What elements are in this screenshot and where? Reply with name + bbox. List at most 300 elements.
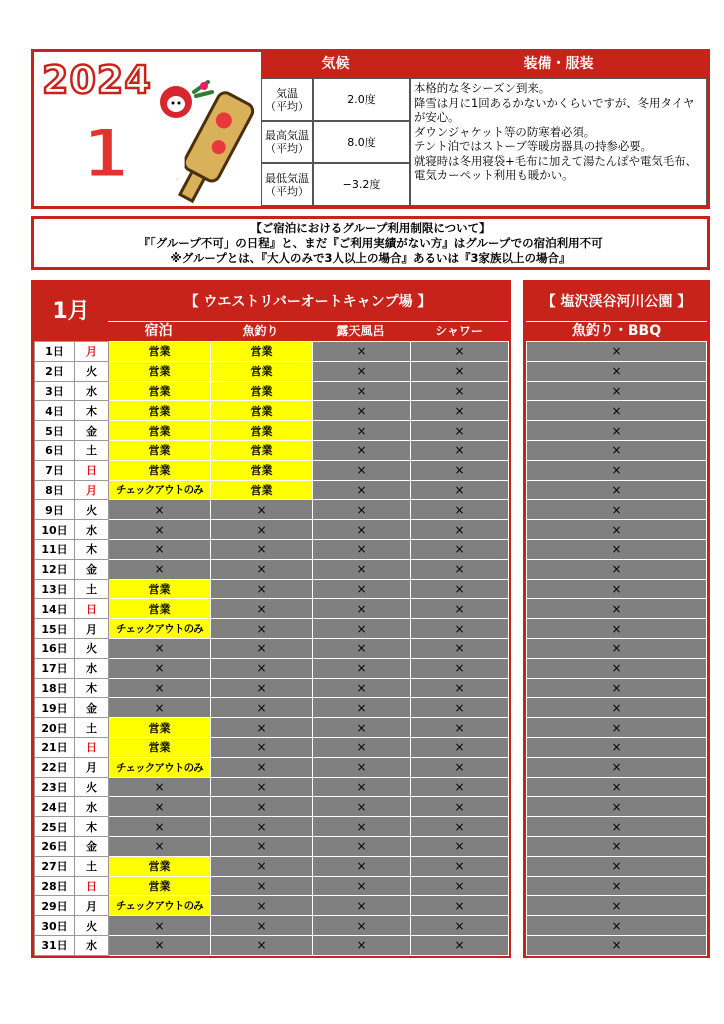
open-bath-cell: ×	[313, 599, 411, 619]
table-row	[35, 440, 509, 460]
table-row	[35, 361, 509, 381]
open-bath-cell: ×	[313, 896, 411, 916]
stay-cell: ×	[109, 698, 211, 718]
fishing-cell: ×	[211, 678, 313, 698]
weekday-cell: 土	[75, 718, 109, 738]
date-cell: 9日	[35, 500, 75, 520]
open-bath-cell: ×	[313, 638, 411, 658]
shower-cell: ×	[411, 520, 509, 540]
park-cell: ×	[527, 619, 707, 639]
park-cell: ×	[527, 777, 707, 797]
table-row	[527, 836, 707, 856]
open-bath-cell: ×	[313, 658, 411, 678]
fishing-cell: ×	[211, 520, 313, 540]
table-row	[35, 599, 509, 619]
date-cell: 6日	[35, 440, 75, 460]
park-cell: ×	[527, 718, 707, 738]
table-row	[527, 718, 707, 738]
table-row	[35, 401, 509, 421]
date-cell: 21日	[35, 737, 75, 757]
notice-line-3: ※グループとは、『大人のみで3人以上の場合』あるいは『3家族以上の場合』	[170, 251, 571, 265]
stay-cell: 営業	[109, 361, 211, 381]
shower-cell: ×	[411, 599, 509, 619]
date-cell: 27日	[35, 856, 75, 876]
open-bath-cell: ×	[313, 421, 411, 441]
shower-cell: ×	[411, 856, 509, 876]
table-row	[527, 876, 707, 896]
stay-cell: チェックアウトのみ	[109, 896, 211, 916]
park-cell: ×	[527, 401, 707, 421]
fishing-cell: 営業	[211, 401, 313, 421]
table-row	[35, 757, 509, 777]
climate-header: 気候	[261, 52, 410, 78]
table-row	[527, 381, 707, 401]
stay-cell: 営業	[109, 401, 211, 421]
date-cell: 12日	[35, 559, 75, 579]
date-cell: 26日	[35, 836, 75, 856]
notice-title: 【ご宿泊におけるグループ利用制限について】	[250, 221, 491, 235]
date-cell: 29日	[35, 896, 75, 916]
fishing-cell: ×	[211, 559, 313, 579]
stay-cell: ×	[109, 520, 211, 540]
min-temp-label: 最低気温 （平均）	[261, 163, 313, 206]
weekday-cell: 木	[75, 401, 109, 421]
table-row	[35, 737, 509, 757]
open-bath-cell: ×	[313, 916, 411, 936]
table-row	[35, 381, 509, 401]
shower-cell: ×	[411, 559, 509, 579]
table-row	[35, 619, 509, 639]
park-cell: ×	[527, 520, 707, 540]
table-row	[527, 440, 707, 460]
stay-cell: 営業	[109, 421, 211, 441]
stay-cell: 営業	[109, 599, 211, 619]
open-bath-cell: ×	[313, 718, 411, 738]
open-bath-cell: ×	[313, 817, 411, 837]
table-row	[527, 916, 707, 936]
open-bath-cell: ×	[313, 500, 411, 520]
open-bath-cell: ×	[313, 698, 411, 718]
fishing-cell: ×	[211, 539, 313, 559]
camp-schedule-frame	[31, 280, 511, 958]
weekday-cell: 土	[75, 579, 109, 599]
stay-cell: ×	[109, 559, 211, 579]
weather-rows	[261, 78, 410, 206]
table-row	[527, 935, 707, 955]
stay-cell: 営業	[109, 856, 211, 876]
col-park-fishing-bbq: 魚釣り・BBQ	[571, 323, 662, 339]
fishing-cell: 営業	[211, 361, 313, 381]
open-bath-cell: ×	[313, 737, 411, 757]
table-row	[35, 658, 509, 678]
schedule-month-label: 1月	[34, 283, 108, 341]
table-row	[35, 718, 509, 738]
shower-cell: ×	[411, 935, 509, 955]
park-cell: ×	[527, 599, 707, 619]
weekday-cell: 日	[75, 599, 109, 619]
date-cell: 16日	[35, 638, 75, 658]
fishing-cell: ×	[211, 658, 313, 678]
fishing-cell: ×	[211, 638, 313, 658]
open-bath-cell: ×	[313, 836, 411, 856]
table-row	[527, 480, 707, 500]
table-row	[35, 559, 509, 579]
table-row	[35, 817, 509, 837]
shower-cell: ×	[411, 401, 509, 421]
shower-cell: ×	[411, 460, 509, 480]
shower-cell: ×	[411, 500, 509, 520]
weekday-cell: 金	[75, 559, 109, 579]
table-row	[35, 460, 509, 480]
table-row	[527, 460, 707, 480]
open-bath-cell: ×	[313, 381, 411, 401]
fishing-cell: 営業	[211, 460, 313, 480]
shower-cell: ×	[411, 539, 509, 559]
date-cell: 20日	[35, 718, 75, 738]
min-temp-value: −3.2度	[313, 163, 410, 206]
weekday-cell: 水	[75, 381, 109, 401]
weekday-cell: 水	[75, 935, 109, 955]
park-cell: ×	[527, 678, 707, 698]
fishing-cell: ×	[211, 599, 313, 619]
park-cell: ×	[527, 638, 707, 658]
fishing-cell: ×	[211, 579, 313, 599]
year-label: 2024	[42, 58, 152, 102]
max-temp-value: 8.0度	[313, 121, 410, 163]
park-cell: ×	[527, 856, 707, 876]
park-cell: ×	[527, 421, 707, 441]
date-cell: 31日	[35, 935, 75, 955]
table-row	[35, 797, 509, 817]
open-bath-cell: ×	[313, 619, 411, 639]
stay-cell: ×	[109, 817, 211, 837]
table-row	[527, 638, 707, 658]
date-cell: 7日	[35, 460, 75, 480]
shower-cell: ×	[411, 797, 509, 817]
date-cell: 2日	[35, 361, 75, 381]
table-row	[527, 421, 707, 441]
table-row	[527, 500, 707, 520]
stay-cell: ×	[109, 658, 211, 678]
park-title: 【 塩沢渓谷河川公園 】	[526, 283, 707, 321]
equipment-text: 本格的な冬シーズン到来。 降雪は月に1回あるかないかくらいですが、冬用タイヤが安心。 ダウンジャケット等の防寒着必須。 テント泊ではストーブ等暖房器具の持参必要。 就寝時は冬用寝袋+毛布に加えて湯たんぽや電気毛布、電気カーペット利用も暖かい。	[410, 78, 707, 206]
park-table	[526, 341, 707, 956]
open-bath-cell: ×	[313, 440, 411, 460]
fishing-cell: ×	[211, 619, 313, 639]
fishing-cell: 営業	[211, 381, 313, 401]
park-cell: ×	[527, 460, 707, 480]
weekday-cell: 木	[75, 539, 109, 559]
notice-line-2: 『「グループ不可」の日程』と、まだ『ご利用実績がない方』はグループでの宿泊利用不可	[138, 236, 603, 250]
col-open-bath: 露天風呂	[336, 324, 385, 338]
table-row	[35, 678, 509, 698]
table-row	[527, 678, 707, 698]
table-row	[527, 817, 707, 837]
fishing-cell: ×	[211, 500, 313, 520]
table-row	[35, 539, 509, 559]
table-row	[527, 579, 707, 599]
date-cell: 14日	[35, 599, 75, 619]
open-bath-cell: ×	[313, 361, 411, 381]
park-cell: ×	[527, 817, 707, 837]
shower-cell: ×	[411, 836, 509, 856]
fishing-cell: 営業	[211, 440, 313, 460]
stay-cell: ×	[109, 797, 211, 817]
camp-title: 【 ウエストリバーオートキャンプ場 】	[108, 283, 508, 321]
avg-temp-label: 気温 （平均）	[261, 78, 313, 121]
shower-cell: ×	[411, 698, 509, 718]
stay-cell: 営業	[109, 460, 211, 480]
table-row	[35, 638, 509, 658]
open-bath-cell: ×	[313, 797, 411, 817]
stay-cell: ×	[109, 836, 211, 856]
shower-cell: ×	[411, 737, 509, 757]
open-bath-cell: ×	[313, 856, 411, 876]
stay-cell: チェックアウトのみ	[109, 619, 211, 639]
table-row	[527, 856, 707, 876]
open-bath-cell: ×	[313, 401, 411, 421]
park-schedule-frame	[523, 280, 710, 958]
date-cell: 10日	[35, 520, 75, 540]
shower-cell: ×	[411, 916, 509, 936]
weekday-cell: 土	[75, 440, 109, 460]
table-row	[35, 579, 509, 599]
table-row	[527, 342, 707, 362]
group-restriction-notice	[31, 216, 710, 270]
shower-cell: ×	[411, 480, 509, 500]
table-row	[35, 916, 509, 936]
park-cell: ×	[527, 836, 707, 856]
camp-table	[34, 341, 509, 956]
weekday-cell: 水	[75, 797, 109, 817]
park-cell: ×	[527, 737, 707, 757]
date-cell: 13日	[35, 579, 75, 599]
park-cell: ×	[527, 539, 707, 559]
weekday-cell: 月	[75, 342, 109, 362]
date-cell: 25日	[35, 817, 75, 837]
date-cell: 5日	[35, 421, 75, 441]
new-year-banner	[34, 52, 261, 206]
col-stay: 宿泊	[144, 323, 173, 339]
weekday-cell: 月	[75, 619, 109, 639]
weekday-cell: 火	[75, 500, 109, 520]
climate-box	[31, 49, 710, 209]
table-row	[527, 698, 707, 718]
open-bath-cell: ×	[313, 579, 411, 599]
stay-cell: ×	[109, 638, 211, 658]
weekday-cell: 日	[75, 460, 109, 480]
open-bath-cell: ×	[313, 876, 411, 896]
weekday-cell: 金	[75, 836, 109, 856]
table-row	[527, 777, 707, 797]
park-cell: ×	[527, 342, 707, 362]
date-cell: 22日	[35, 757, 75, 777]
park-cell: ×	[527, 500, 707, 520]
open-bath-cell: ×	[313, 935, 411, 955]
stay-cell: 営業	[109, 381, 211, 401]
date-cell: 11日	[35, 539, 75, 559]
weekday-cell: 火	[75, 916, 109, 936]
fishing-cell: ×	[211, 876, 313, 896]
park-cell: ×	[527, 579, 707, 599]
stay-cell: ×	[109, 500, 211, 520]
date-cell: 1日	[35, 342, 75, 362]
park-cell: ×	[527, 480, 707, 500]
table-row	[35, 500, 509, 520]
shower-cell: ×	[411, 757, 509, 777]
stay-cell: ×	[109, 935, 211, 955]
fishing-cell: ×	[211, 777, 313, 797]
stay-cell: ×	[109, 777, 211, 797]
stay-cell: 営業	[109, 342, 211, 362]
table-row	[527, 361, 707, 381]
shower-cell: ×	[411, 718, 509, 738]
weekday-cell: 木	[75, 817, 109, 837]
open-bath-cell: ×	[313, 678, 411, 698]
park-cell: ×	[527, 698, 707, 718]
date-cell: 15日	[35, 619, 75, 639]
weekday-cell: 日	[75, 737, 109, 757]
table-row	[35, 520, 509, 540]
weekday-cell: 火	[75, 638, 109, 658]
fishing-cell: ×	[211, 817, 313, 837]
weekday-cell: 火	[75, 361, 109, 381]
park-cell: ×	[527, 381, 707, 401]
date-cell: 28日	[35, 876, 75, 896]
park-cell: ×	[527, 916, 707, 936]
park-cell: ×	[527, 935, 707, 955]
fishing-cell: ×	[211, 698, 313, 718]
shower-cell: ×	[411, 678, 509, 698]
fishing-cell: ×	[211, 916, 313, 936]
table-row	[527, 401, 707, 421]
table-row	[35, 777, 509, 797]
weekday-cell: 月	[75, 480, 109, 500]
date-cell: 17日	[35, 658, 75, 678]
table-row	[527, 896, 707, 916]
table-row	[35, 876, 509, 896]
month-label: 1月	[82, 115, 198, 194]
stay-cell: 営業	[109, 440, 211, 460]
weekday-cell: 日	[75, 876, 109, 896]
open-bath-cell: ×	[313, 539, 411, 559]
fishing-cell: 営業	[211, 342, 313, 362]
park-cell: ×	[527, 440, 707, 460]
shower-cell: ×	[411, 619, 509, 639]
park-cell: ×	[527, 658, 707, 678]
table-row	[527, 559, 707, 579]
open-bath-cell: ×	[313, 480, 411, 500]
stay-cell: チェックアウトのみ	[109, 480, 211, 500]
table-row	[527, 757, 707, 777]
fishing-cell: 営業	[211, 421, 313, 441]
shower-cell: ×	[411, 361, 509, 381]
weekday-cell: 木	[75, 678, 109, 698]
max-temp-label: 最高気温 （平均）	[261, 121, 313, 163]
table-row	[527, 539, 707, 559]
table-row	[35, 698, 509, 718]
shower-cell: ×	[411, 658, 509, 678]
fishing-cell: ×	[211, 797, 313, 817]
stay-cell: ×	[109, 539, 211, 559]
fishing-cell: ×	[211, 836, 313, 856]
open-bath-cell: ×	[313, 757, 411, 777]
fishing-cell: 営業	[211, 480, 313, 500]
weekday-cell: 金	[75, 698, 109, 718]
weekday-cell: 月	[75, 757, 109, 777]
shower-cell: ×	[411, 817, 509, 837]
date-cell: 4日	[35, 401, 75, 421]
fishing-cell: ×	[211, 718, 313, 738]
weekday-cell: 金	[75, 421, 109, 441]
shower-cell: ×	[411, 638, 509, 658]
table-row	[35, 836, 509, 856]
table-row	[35, 856, 509, 876]
date-cell: 24日	[35, 797, 75, 817]
shower-cell: ×	[411, 876, 509, 896]
col-shower: シャワー	[435, 324, 483, 338]
table-row	[35, 421, 509, 441]
shower-cell: ×	[411, 579, 509, 599]
stay-cell: 営業	[109, 718, 211, 738]
fishing-cell: ×	[211, 856, 313, 876]
table-row	[527, 520, 707, 540]
fishing-cell: ×	[211, 935, 313, 955]
park-cell: ×	[527, 757, 707, 777]
stay-cell: ×	[109, 916, 211, 936]
park-cell: ×	[527, 876, 707, 896]
shower-cell: ×	[411, 777, 509, 797]
open-bath-cell: ×	[313, 460, 411, 480]
stay-cell: 営業	[109, 876, 211, 896]
date-cell: 23日	[35, 777, 75, 797]
shower-cell: ×	[411, 440, 509, 460]
weekday-cell: 土	[75, 856, 109, 876]
equipment-header: 装備・服装	[410, 52, 707, 78]
shower-cell: ×	[411, 342, 509, 362]
stay-cell: 営業	[109, 579, 211, 599]
table-row	[527, 658, 707, 678]
weekday-cell: 月	[75, 896, 109, 916]
open-bath-cell: ×	[313, 520, 411, 540]
date-cell: 8日	[35, 480, 75, 500]
table-row	[35, 342, 509, 362]
weekday-cell: 水	[75, 658, 109, 678]
col-fishing: 魚釣り	[242, 324, 279, 338]
table-row	[35, 935, 509, 955]
weekday-cell: 火	[75, 777, 109, 797]
shower-cell: ×	[411, 421, 509, 441]
weekday-cell: 水	[75, 520, 109, 540]
stay-cell: チェックアウトのみ	[109, 757, 211, 777]
fishing-cell: ×	[211, 737, 313, 757]
avg-temp-value: 2.0度	[313, 78, 410, 121]
fishing-cell: ×	[211, 896, 313, 916]
stay-cell: ×	[109, 678, 211, 698]
stay-cell: 営業	[109, 737, 211, 757]
table-row	[35, 896, 509, 916]
park-cell: ×	[527, 361, 707, 381]
park-cell: ×	[527, 797, 707, 817]
table-row	[527, 599, 707, 619]
date-cell: 18日	[35, 678, 75, 698]
shower-cell: ×	[411, 381, 509, 401]
table-row	[527, 737, 707, 757]
date-cell: 19日	[35, 698, 75, 718]
open-bath-cell: ×	[313, 777, 411, 797]
open-bath-cell: ×	[313, 559, 411, 579]
table-row	[527, 797, 707, 817]
